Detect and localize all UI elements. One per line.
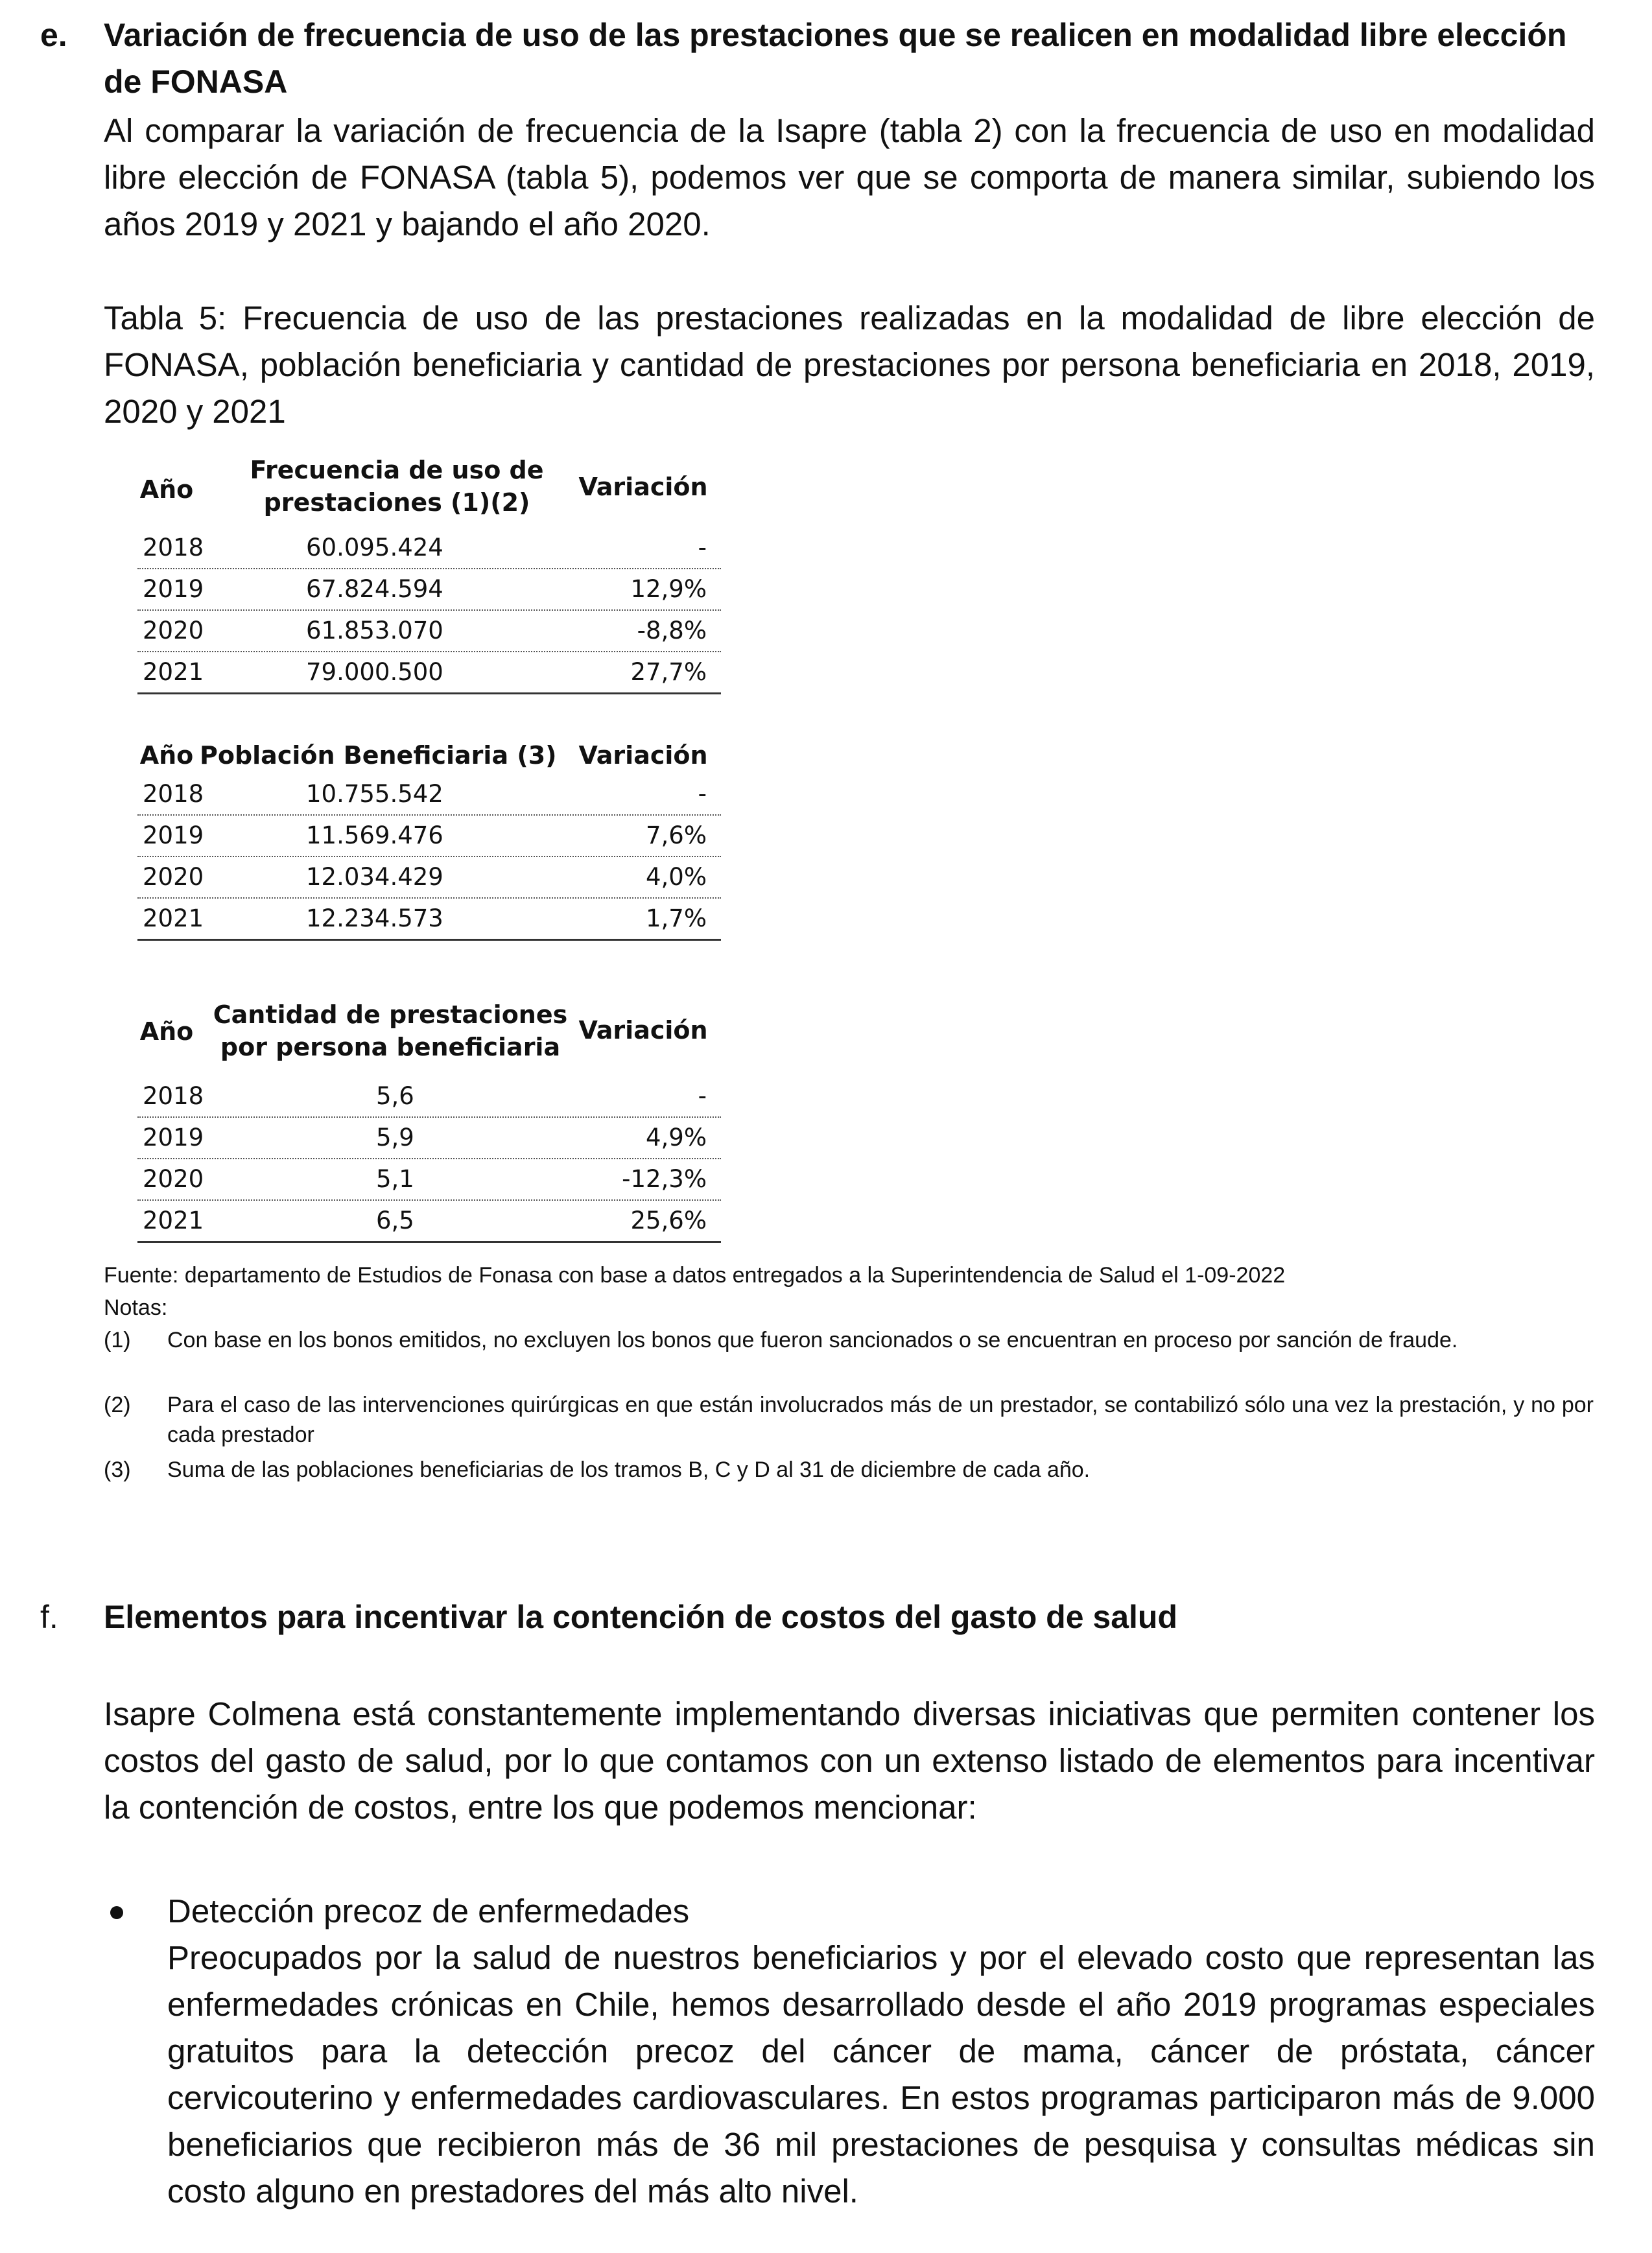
table-header-year: Año xyxy=(139,1017,194,1046)
table-row xyxy=(137,814,721,857)
cell-year: 2021 xyxy=(143,904,204,932)
footnote xyxy=(104,1325,1595,1385)
section-e-title: Variación de frecuencia de uso de las prestaciones que se realicen en modalidad libre elección de FONASA xyxy=(104,17,1567,100)
table-header-year: Año xyxy=(139,475,194,504)
cell-value: 10.755.542 xyxy=(306,780,443,808)
table-header-value: Cantidad de prestaciones por persona beneficiaria xyxy=(213,1000,568,1061)
cell-value: 12.234.573 xyxy=(306,904,443,932)
table-header-variation: Variación xyxy=(578,473,708,501)
cell-value: 79.000.500 xyxy=(306,658,443,686)
cell-value: 60.095.424 xyxy=(306,534,443,561)
table-frecuencia xyxy=(137,454,721,700)
cell-value: 12.034.429 xyxy=(306,863,443,891)
cell-value: 67.824.594 xyxy=(306,575,443,603)
table-header-value: Población Beneficiaria (3) xyxy=(200,741,557,770)
cell-variation: 4,0% xyxy=(646,863,707,891)
section-f-letter: f. xyxy=(40,1599,58,1635)
bullet-text: Preocupados por la salud de nuestros beneficiarios y por el elevado costo que representan las enfermedades crónicas en Chile, hemos desarrollado desde el año 2019 programas especiales gratuitos para la detección precoz del cáncer de mama, cáncer de próstata, cáncer cervicouterino y enfermedades cardiovasculares. En estos programas participaron más de 9.000 beneficiarios que recibieron más de 36 mil prestaciones de pesquisa y consultas médicas sin costo alguno en prestadores del más alto nivel. xyxy=(167,1939,1595,2210)
bullet-title: Detección precoz de enfermedades xyxy=(167,1893,690,1929)
table-header-year: Año xyxy=(139,741,194,770)
cell-year: 2019 xyxy=(143,575,204,603)
table-caption: Tabla 5: Frecuencia de uso de las prestaciones realizadas en la modalidad de libre elección de FONASA, población beneficiaria y cantidad de prestaciones por persona beneficiaria en 2018, 2019, 2020 y 2021 xyxy=(104,300,1595,430)
cell-year: 2018 xyxy=(143,1082,204,1110)
cell-variation: 7,6% xyxy=(646,821,707,849)
table-row xyxy=(137,1158,721,1201)
cell-year: 2018 xyxy=(143,534,204,561)
cell-year: 2021 xyxy=(143,658,204,686)
section-f-heading xyxy=(0,1594,1652,1640)
cell-year: 2020 xyxy=(143,617,204,644)
table-row xyxy=(137,1075,721,1118)
cell-year: 2019 xyxy=(143,821,204,849)
cell-value: 6,5 xyxy=(376,1207,414,1234)
table-row xyxy=(137,1199,721,1243)
table-row xyxy=(137,856,721,899)
section-e-paragraph: Al comparar la variación de frecuencia de la Isapre (tabla 2) con la frecuencia de uso en modalidad libre elección de FONASA (tabla 5), podemos ver que se comporta de manera similar, subiendo los años 2019 y 2021 y bajando el año 2020. xyxy=(104,112,1595,242)
section-f-paragraph: Isapre Colmena está constantemente implementando diversas iniciativas que permiten contener los costos del gasto de salud, por lo que contamos con un extenso listado de elementos para incentivar la contención de costos, entre los que podemos mencionar: xyxy=(104,1695,1595,1826)
table-header-variation: Variación xyxy=(578,1016,708,1044)
cell-value: 61.853.070 xyxy=(306,617,443,644)
notes-title: Notas: xyxy=(104,1295,168,1320)
cell-value: 5,9 xyxy=(376,1124,414,1151)
cell-variation: - xyxy=(698,780,707,808)
table-row xyxy=(137,1116,721,1159)
cell-variation: -12,3% xyxy=(622,1165,707,1193)
table-row xyxy=(137,651,721,694)
cell-value: 5,1 xyxy=(376,1165,414,1193)
table-header-variation: Variación xyxy=(578,741,708,770)
footnote-text: Con base en los bonos emitidos, no excluyen los bonos que fueron sancionados o se encuentran en proceso por sanción de fraude. xyxy=(167,1328,1458,1352)
footnote-number: (1) xyxy=(104,1328,131,1352)
table-row xyxy=(137,526,721,569)
cell-variation: - xyxy=(698,534,707,561)
cell-variation: 27,7% xyxy=(630,658,707,686)
section-e-letter: e. xyxy=(40,17,67,53)
cell-year: 2020 xyxy=(143,1165,204,1193)
cell-variation: 25,6% xyxy=(630,1207,707,1234)
section-e-heading xyxy=(0,12,1652,109)
footnote-number: (3) xyxy=(104,1457,131,1482)
section-f-title: Elementos para incentivar la contención de costos del gasto de salud xyxy=(104,1599,1178,1635)
cell-year: 2018 xyxy=(143,780,204,808)
footnote xyxy=(104,1390,1595,1450)
table-header-value: Frecuencia de uso de prestaciones (1)(2) xyxy=(250,456,544,517)
cell-variation: 1,7% xyxy=(646,904,707,932)
table-row xyxy=(137,609,721,652)
footnote xyxy=(104,1455,1595,1485)
table-cantidad xyxy=(137,998,721,1251)
cell-variation: 4,9% xyxy=(646,1124,707,1151)
footnote-text: Para el caso de las intervenciones quirúrgicas en que están involucrados más de un prestador, se contabilizó sólo una vez la prestación, y no por cada prestador xyxy=(167,1393,1594,1447)
table-poblacion xyxy=(137,739,721,960)
cell-value: 11.569.476 xyxy=(306,821,443,849)
bullet-icon xyxy=(110,1906,123,1919)
table-row xyxy=(137,773,721,816)
cell-variation: 12,9% xyxy=(630,575,707,603)
footnote-number: (2) xyxy=(104,1393,131,1417)
source-note: Fuente: departamento de Estudios de Fonasa con base a datos entregados a la Superintendencia de Salud el 1-09-2022 xyxy=(104,1263,1286,1288)
table-row xyxy=(137,897,721,941)
cell-variation: -8,8% xyxy=(637,617,707,644)
cell-value: 5,6 xyxy=(376,1082,414,1110)
cell-year: 2020 xyxy=(143,863,204,891)
cell-variation: - xyxy=(698,1082,707,1110)
cell-year: 2019 xyxy=(143,1124,204,1151)
footnote-text: Suma de las poblaciones beneficiarias de los tramos B, C y D al 31 de diciembre de cada año. xyxy=(167,1457,1091,1482)
cell-year: 2021 xyxy=(143,1207,204,1234)
table-row xyxy=(137,568,721,611)
